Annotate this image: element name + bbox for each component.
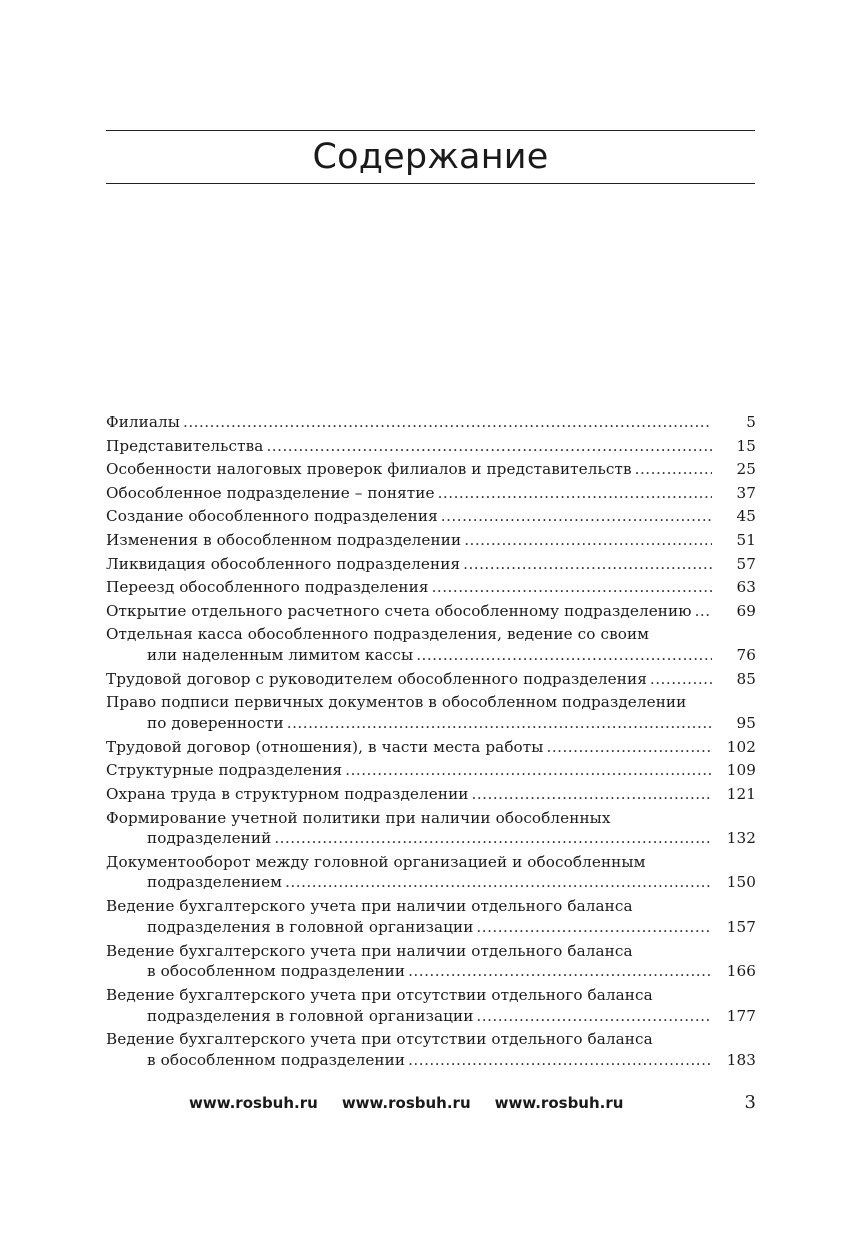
toc-dot-leader (432, 577, 712, 598)
page-footer (106, 1092, 756, 1120)
toc-entry-page: 69 (736, 601, 756, 620)
toc-entry (106, 506, 756, 527)
toc-entry-page: 150 (726, 873, 756, 892)
toc-dot-leader (266, 436, 712, 457)
toc-entry-page: 15 (736, 436, 756, 455)
toc-entry-title: Документооборот между головной организацией и обособленным (106, 852, 646, 871)
toc-entry (106, 601, 756, 622)
toc-entry-page: 25 (736, 460, 756, 479)
toc-entry-title-continuation: в обособленном подразделении (147, 962, 406, 981)
toc-entry (106, 483, 756, 504)
toc-entry-title: Переезд обособленного подразделения (106, 578, 429, 597)
toc-entry-title-continuation: подразделений (147, 829, 272, 847)
toc-entry (106, 1029, 756, 1070)
toc-entry (106, 784, 756, 805)
toc-dot-leader (695, 601, 712, 622)
toc-entry-title: Открытие отдельного расчетного счета обособленному подразделению (106, 601, 692, 620)
toc-entry-title: Особенности налоговых проверок филиалов и представительств (106, 460, 632, 479)
toc-entry-title: Изменения в обособленном подразделении (106, 530, 462, 549)
toc-entry-title-continuation: в обособленном подразделении (147, 1050, 406, 1069)
toc-entry-title: Ведение бухгалтерского учета при наличии отдельного баланса (106, 941, 633, 960)
toc-entry (106, 808, 756, 849)
toc-entry-page: 5 (746, 413, 756, 431)
toc-entry-title: Ведение бухгалтерского учета при отсутствии отдельного баланса (106, 1030, 653, 1049)
toc-entry-title-continuation: подразделением (147, 873, 283, 892)
toc-entry (106, 577, 756, 598)
toc-entry-page: 85 (736, 669, 756, 688)
toc-entry-title: Ведение бухгалтерского учета при отсутствии отдельного баланса (106, 986, 653, 1005)
toc-dot-leader (438, 483, 712, 504)
toc-entry-page: 51 (736, 530, 756, 549)
toc-dot-leader (274, 828, 712, 849)
toc-entry-title-continuation: или наделенным лимитом кассы (147, 645, 414, 664)
toc-dot-leader (416, 645, 712, 666)
toc-entry (106, 459, 756, 480)
toc-entry (106, 412, 756, 433)
toc-entry (106, 985, 756, 1026)
page-title: Содержание (312, 137, 549, 177)
toc-dot-leader (463, 554, 712, 575)
toc-dot-leader (183, 412, 712, 433)
toc-dot-leader (650, 669, 712, 690)
toc-dot-leader (287, 713, 712, 734)
toc-entry-title-continuation: подразделения в головной организации (147, 917, 474, 936)
toc-dot-leader (635, 459, 712, 480)
heading-bottom-rule (106, 183, 755, 184)
toc-entry-title-continuation: подразделения в головной организации (147, 1006, 474, 1025)
toc-entry-title: Охрана труда в структурном подразделении (106, 784, 469, 803)
toc-entry-title: Право подписи первичных документов в обособленном подразделении (106, 693, 687, 712)
toc-entry-page: 166 (726, 962, 756, 981)
toc-entry-title: Формирование учетной политики при наличии обособленных (106, 808, 611, 827)
toc-entry-page: 102 (726, 737, 756, 756)
toc-entry-title: Ведение бухгалтерского учета при наличии отдельного баланса (106, 897, 633, 916)
toc-entry-page: 95 (736, 713, 756, 732)
toc-dot-leader (476, 917, 712, 938)
toc-entry (106, 896, 756, 937)
toc-entry-page: 37 (736, 483, 756, 502)
toc-dot-leader (464, 530, 712, 551)
toc-entry-title: Структурные подразделения (106, 761, 343, 780)
toc-entry-title: Обособленное подразделение – понятие (106, 483, 435, 502)
toc-dot-leader (285, 872, 712, 893)
toc-dot-leader (472, 784, 712, 805)
toc-dot-leader (476, 1006, 712, 1027)
toc-entry-title: Представительства (106, 436, 264, 455)
toc-entry (106, 436, 756, 457)
toc-entry (106, 852, 756, 893)
toc-dot-leader (408, 961, 712, 982)
footer-website-link: www.rosbuh.ru (189, 1094, 318, 1112)
toc-entry-page: 76 (736, 645, 756, 664)
toc-entry-page: 157 (726, 917, 756, 936)
toc-entry-title: Трудовой договор (отношения), в части места работы (106, 737, 544, 756)
toc-dot-leader (547, 737, 713, 758)
toc-entry (106, 624, 756, 665)
toc-entry-page: 109 (726, 761, 756, 780)
toc-entry-title: Трудовой договор с руководителем обособленного подразделения (106, 669, 647, 688)
toc-entry (106, 530, 756, 551)
toc-entry (106, 692, 756, 733)
toc-entry-title: Создание обособленного подразделения (106, 507, 438, 526)
toc-entry-page: 45 (736, 507, 756, 526)
toc-entry (106, 941, 756, 982)
footer-website-link: www.rosbuh.ru (494, 1094, 624, 1112)
toc-dot-leader (345, 760, 712, 781)
footer-website-link: www.rosbuh.ru (341, 1094, 471, 1112)
toc-entry-page: 183 (726, 1050, 756, 1069)
toc-entry-page: 57 (736, 554, 756, 573)
footer-websites (189, 1094, 647, 1112)
toc-entry-title: Отдельная касса обособленного подразделения, ведение со своим (106, 625, 650, 644)
toc-dot-leader (408, 1050, 712, 1071)
toc-entry (106, 669, 756, 690)
toc-entry-title-continuation: по доверенности (147, 713, 284, 732)
toc-entry (106, 760, 756, 781)
toc-dot-leader (441, 506, 712, 527)
page-number: 3 (744, 1092, 756, 1113)
table-of-contents (106, 412, 756, 1074)
toc-entry-page: 63 (736, 578, 756, 597)
toc-entry-title: Ликвидация обособленного подразделения (106, 554, 461, 573)
toc-entry (106, 737, 756, 758)
toc-entry-page: 121 (726, 784, 756, 803)
toc-entry-page: 177 (726, 1006, 756, 1025)
toc-entry-title: Филиалы (106, 413, 180, 431)
toc-entry-page: 132 (726, 829, 756, 847)
toc-entry (106, 554, 756, 575)
heading-top-rule (106, 130, 755, 131)
